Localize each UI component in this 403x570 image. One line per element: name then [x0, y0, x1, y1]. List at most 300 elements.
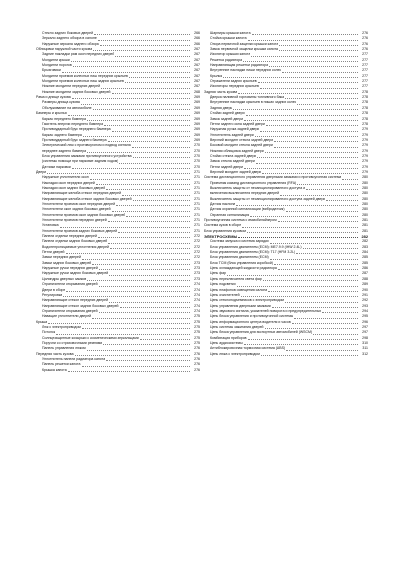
toc-entry-title: Рама и днище кузова [36, 95, 71, 100]
toc-entry-title: Наружные уплотнители окон [42, 175, 89, 180]
toc-entry-title: Внутренние накладки ниши передних колес [210, 68, 282, 73]
toc-page-number: 282 [361, 234, 368, 240]
toc-leader-dots [112, 131, 190, 132]
toc-entry-title: Датчики парковки [42, 164, 71, 169]
toc-leader-dots [274, 141, 358, 142]
toc-entry-title: Направляющие желоба стекол задних боковых дверей [42, 196, 132, 201]
toc-entry-title: Панели отделки передних дверей [42, 234, 97, 239]
toc-leader-dots [252, 34, 358, 35]
toc-page-number: 278 [362, 121, 368, 126]
toc-leader-dots [285, 302, 358, 303]
toc-leader-dots [227, 275, 358, 276]
toc-leader-dots [75, 355, 190, 356]
toc-leader-dots [63, 296, 190, 297]
toc-page-number: 276 [362, 31, 368, 35]
toc-entry-title: включения выключателя передних дверей [210, 191, 280, 196]
toc-page-number: 271 [194, 212, 200, 217]
toc-leader-dots [56, 334, 190, 335]
toc-entry-title: Задняя дверь [210, 105, 233, 110]
toc-entry-title: Стойки стекла задней двери [210, 153, 257, 158]
toc-page-number: 286 [362, 266, 368, 271]
toc-entry [36, 368, 200, 373]
toc-entry-title: Цепь аудиосистемы [210, 340, 243, 345]
toc-page-number: 271 [194, 223, 200, 228]
toc-page-number: 278 [362, 100, 368, 105]
toc-entry-title: Ограничители открывания дверей [42, 308, 98, 313]
toc-entry-title: Замок первичной защелки крышки капота [210, 47, 278, 52]
toc-entry-title: Стойка крышки капота [210, 36, 247, 41]
toc-entry-title: Отражатели задних крыльев [210, 79, 257, 84]
toc-page-number: 276 [194, 362, 200, 367]
toc-page-number: 273 [194, 276, 200, 281]
toc-page-number: 293 [362, 303, 368, 308]
toc-entry-title: Уплотнители окон задних боковых дверей [42, 207, 111, 212]
toc-entry-title: Петли заднего окна задней двери [210, 121, 265, 126]
toc-page-number: 271 [194, 228, 200, 233]
toc-entry-title: Уплотнители проемов окон задних боковых дверей [42, 212, 126, 217]
toc-leader-dots [71, 61, 190, 62]
toc-page-number: 271 [194, 169, 200, 174]
toc-entry-title: Каркас заднего бампера [42, 132, 82, 137]
toc-entry-title: Цепь стеклоподъемников с электроприводом [210, 298, 284, 303]
toc-page-number: 270 [194, 148, 200, 153]
toc-entry-title: Датчик охранной сигнализации (вибродатчик) [210, 207, 285, 212]
toc-entry-title: Стекло задних боковых дверей [42, 31, 94, 35]
toc-page-number: 281 [362, 218, 368, 223]
toc-leader-dots [92, 264, 190, 265]
toc-page-number: 295 [362, 314, 368, 319]
toc-page-number: 279 [362, 153, 368, 158]
toc-page-number: 280 [362, 196, 368, 201]
toc-leader-dots [246, 115, 358, 116]
toc-leader-dots [268, 291, 358, 292]
toc-entry-title: Опора первичной защелки крышки капота [210, 41, 279, 46]
toc-page-number: 277 [362, 84, 368, 89]
toc-leader-dots [237, 286, 358, 287]
toc-page-number: 267 [194, 63, 200, 68]
toc-page-number: 269 [194, 121, 200, 126]
toc-entry-title: Направляющие стекол задних боковых дверей [42, 303, 119, 308]
toc-leader-dots [285, 98, 358, 99]
toc-entry-title: Уплотнители проемов окон передних дверей [42, 202, 116, 206]
toc-page-number: 271 [194, 202, 200, 206]
toc-leader-dots [132, 147, 190, 148]
toc-entry-title: Крылья [210, 73, 223, 78]
toc-entry-title: Нижние молдинги задних боковых дверей [42, 89, 111, 94]
toc-leader-dots [257, 157, 358, 158]
toc-entry-title: Нижняя облицовка задней двери [210, 148, 264, 153]
toc-page-number: 292 [362, 298, 368, 303]
toc-leader-dots [60, 227, 190, 228]
toc-page-number: 269 [194, 116, 200, 121]
toc-leader-dots [296, 253, 358, 254]
toc-entry-title: Замок задней двери [210, 116, 244, 121]
toc-entry-title: Комбинация приборов [210, 335, 247, 340]
toc-page-number: 277 [362, 68, 368, 73]
toc-entry-title: Цепь управления дверными замками [210, 303, 271, 308]
toc-leader-dots [265, 152, 358, 153]
toc-page-number: 276 [194, 346, 200, 351]
toc-page-number: 275 [194, 324, 200, 329]
toc-leader-dots [260, 88, 358, 89]
toc-entry-title: Блок управления замками противоугонного устройства [42, 153, 132, 158]
toc-page-number: 280 [362, 175, 368, 180]
toc-page-number: 279 [362, 137, 368, 142]
toc-entry-title: Установка [42, 223, 59, 228]
toc-page-number: 280 [362, 212, 368, 217]
toc-page-number: 269 [194, 137, 200, 142]
toc-entry-title: Приемник команд дистанционного управления (RFA) [210, 180, 297, 185]
toc-entry-title: Замки передних дверей [42, 255, 81, 260]
toc-leader-dots [48, 323, 190, 324]
toc-leader-dots [106, 189, 190, 190]
toc-page-number: 298 [362, 335, 368, 340]
toc-leader-dots [274, 264, 358, 265]
toc-leader-dots [313, 334, 358, 335]
toc-leader-dots [255, 136, 358, 137]
toc-page-number: 279 [362, 132, 368, 137]
toc-leader-dots [115, 56, 190, 57]
toc-page-number: 272 [194, 239, 200, 244]
toc-page-number: 272 [194, 255, 200, 260]
toc-page-number: 277 [362, 52, 368, 57]
toc-leader-dots [112, 93, 190, 94]
toc-page-number: 280 [362, 202, 368, 206]
toc-entry-title: Задние накладки рам окон передних дверей [42, 52, 115, 57]
toc-page-number: 297 [362, 324, 368, 329]
toc-leader-dots [244, 344, 358, 345]
toc-leader-dots [244, 168, 358, 169]
toc-page-number: 268 [194, 89, 200, 94]
toc-entry-title: Регулировка [42, 292, 63, 297]
toc-entry-title: Петли дверей [42, 250, 65, 255]
toc-leader-dots [270, 259, 358, 260]
toc-leader-dots [104, 125, 190, 126]
toc-entry-title: Цепь подсветки [210, 282, 236, 287]
toc-leader-dots [81, 104, 190, 105]
toc-entry-title: Панели отделки задних боковых дверей [42, 239, 108, 244]
toc-entry-title: Система кузов в сборе [204, 223, 242, 228]
toc-leader-dots [68, 371, 190, 372]
toc-entry-title: Система дистанционного управления дверными замками и противоугонная система [204, 175, 342, 180]
toc-page-number: 269 [194, 111, 200, 116]
toc-page-number: 280 [362, 207, 368, 212]
toc-page-number: 296 [362, 319, 368, 324]
toc-leader-dots [238, 93, 358, 94]
toc-leader-dots [282, 72, 358, 73]
toc-page-number: 271 [194, 191, 200, 196]
toc-leader-dots [266, 125, 358, 126]
toc-page-number: 273 [194, 266, 200, 271]
toc-leader-dots [87, 120, 190, 121]
toc-entry-title: Панель решетки капота [42, 362, 81, 367]
toc-entry-title: Стойки задней двери [210, 111, 245, 116]
toc-page-number: 278 [362, 111, 368, 116]
toc-page-number: 276 [194, 351, 200, 356]
toc-entry-title: Цепь очистителей [210, 292, 240, 297]
toc-entry-title: Молдинги проемов колесных ниш задних крыльев [42, 79, 124, 84]
toc-page-number: 269 [194, 132, 200, 137]
toc-entry-title: Противоугонная система с иммобилайзером [204, 218, 277, 223]
toc-leader-dots [280, 195, 358, 196]
toc-page-number: 278 [362, 89, 368, 94]
toc-entry-title: Люк с электроприводом [42, 324, 81, 329]
toc-entry-title: Цепь переключателя света фар [210, 276, 262, 281]
toc-leader-dots [243, 61, 358, 62]
toc-entry-title: Потолок [42, 330, 56, 335]
toc-page-number: 290 [362, 287, 368, 292]
toc-page-number: 272 [194, 244, 200, 249]
toc-entry-title: Цепь плафонов освещения салона [210, 287, 268, 292]
toc-page-number: 279 [362, 169, 368, 174]
toc-entry-title: Наружные ручки задних боковых дверей [42, 271, 109, 276]
toc-leader-dots [133, 157, 190, 158]
toc-page-number: 274 [194, 282, 200, 287]
toc-page-number: 274 [194, 298, 200, 303]
toc-leader-dots [265, 328, 359, 329]
toc-leader-dots [87, 350, 190, 351]
toc-page-number: 279 [362, 164, 368, 169]
toc-entry-title: Молдинги порогов [42, 63, 72, 68]
toc-page-number: 310 [362, 340, 368, 345]
toc-leader-dots [73, 66, 190, 67]
toc-leader-dots [62, 72, 190, 73]
toc-leader-dots [133, 200, 190, 201]
toc-page-number: 285 [362, 260, 368, 265]
toc-leader-dots [286, 211, 358, 212]
toc-page-number: 266 [194, 31, 200, 35]
toc-page-number: 283 [362, 244, 368, 249]
toc-entry-title: Цилиндры дверных замков [42, 276, 87, 281]
toc-page-number: 269 [194, 127, 200, 132]
toc-page-number: 267 [194, 57, 200, 62]
toc-entry-title: Блок управления двигателем (ECM) [210, 255, 269, 260]
toc-entry-title: Наващие уплотнители дверей [42, 314, 92, 319]
toc-leader-dots [108, 141, 190, 142]
toc-leader-dots [297, 104, 358, 105]
toc-leader-dots [99, 312, 190, 313]
toc-leader-dots [223, 77, 358, 78]
toc-leader-dots [82, 328, 190, 329]
toc-page-number: 276 [194, 356, 200, 361]
toc-entry-title: Охранная сигнализация [210, 212, 250, 217]
toc-page-number: 280 [362, 191, 368, 196]
toc-leader-dots [126, 216, 190, 217]
toc-entry-title: Решетка радиатора [210, 57, 243, 62]
toc-leader-dots [66, 253, 191, 254]
toc-page-number: 270 [194, 143, 200, 148]
toc-leader-dots [262, 173, 358, 174]
toc-page-number: 267 [194, 68, 200, 73]
toc-page-number: 267 [194, 47, 200, 52]
toc-entry-title: Ограничители открывания дверей [42, 282, 98, 287]
toc-entry-title: Накладки окон задних боковых дверей [42, 185, 106, 190]
toc-page-number: 276 [194, 367, 200, 372]
toc-entry-title: Цепь блока управления для экспортных автомобилей (WSCM) [210, 330, 313, 335]
toc-page-number: 269 [194, 105, 200, 110]
toc-entry-title: Цепь системы зажигания дверей [210, 324, 264, 329]
toc-entry-title: Солнцезащитные козырьки с косметическими зеркальцами [42, 335, 139, 340]
toc-entry-title: Антиблокировочная тормозная система (ABS) [210, 346, 286, 351]
toc-leader-dots [322, 312, 358, 313]
toc-leader-dots [103, 344, 190, 345]
toc-page-number: 281 [362, 223, 368, 228]
toc-leader-dots [247, 232, 358, 233]
toc-page-number: 276 [362, 36, 368, 41]
toc-leader-dots [109, 275, 190, 276]
toc-leader-dots [101, 88, 190, 89]
toc-entry-title: Каркас переднего бампера [42, 116, 86, 121]
toc-leader-dots [94, 34, 190, 35]
toc-entry-title: Датчик наклона [210, 202, 236, 206]
toc-entry-title: Размеры днища кузова [42, 100, 80, 105]
toc-leader-dots [72, 98, 190, 99]
toc-entry-title: Бамперы и крылья [36, 111, 67, 116]
toc-entry-title: Выключатель защиты от несанкционированного доступа задней двери [210, 196, 326, 201]
toc-leader-dots [96, 184, 190, 185]
toc-page-number: 276 [362, 47, 368, 52]
toc-entry-title: Направляющая решетки радиатора [210, 63, 269, 68]
toc-leader-dots [242, 227, 358, 228]
toc-leader-dots [47, 173, 190, 174]
toc-entry-title: Передняя часть кузова [36, 351, 74, 356]
toc-page-number: 285 [362, 255, 368, 260]
toc-leader-dots [87, 152, 190, 153]
toc-leader-dots [116, 205, 190, 206]
toc-page-number: 274 [194, 287, 200, 292]
toc-entry-title: Зеркало заднего обзора в салоне [42, 36, 97, 41]
toc-page-number: 291 [362, 292, 368, 297]
toc-leader-dots [342, 179, 358, 180]
toc-page-number: 272 [194, 234, 200, 239]
toc-page-number: 267 [194, 79, 200, 84]
toc-leader-dots [233, 109, 358, 110]
toc-leader-dots [292, 323, 358, 324]
toc-entry-title: Накладки окон передних дверей [42, 180, 95, 185]
toc-page-number: 312 [362, 351, 368, 356]
toc-leader-dots [100, 45, 190, 46]
toc-entry-title: Система запуска и система зарядки [210, 239, 269, 244]
toc-leader-dots [269, 66, 358, 67]
toc-page-number: 269 [194, 95, 200, 100]
toc-page-number: 273 [194, 271, 200, 276]
toc-leader-dots [303, 248, 358, 249]
toc-page-number: 275 [194, 335, 200, 340]
toc-page-number: 280 [362, 180, 368, 185]
toc-entry-title: Уплотнитель панели радиатора капота [42, 356, 106, 361]
toc-entry-title: Двери [36, 169, 47, 174]
toc-page-number: 279 [362, 143, 368, 148]
toc-entry-title: Гаситель энергии переднего бампера [42, 121, 104, 126]
toc-page-number: 270 [194, 164, 200, 169]
toc-leader-dots [119, 163, 190, 164]
toc-entry-title: Поручни со страховочными ремнями [42, 340, 103, 345]
toc-entry-title: Изоляторы передних крыльев [210, 84, 259, 89]
toc-leader-dots [92, 318, 190, 319]
toc-page-number: 271 [194, 196, 200, 201]
toc-leader-dots [99, 269, 190, 270]
toc-leader-dots [297, 184, 358, 185]
toc-entry-title: ЭЛЕКТРОСХЕМЫ [204, 234, 238, 240]
toc-page-number: 274 [194, 303, 200, 308]
toc-leader-dots [93, 50, 190, 51]
toc-page-number: 284 [362, 250, 368, 255]
toc-leader-dots [87, 280, 190, 281]
toc-entry-title: Водонепроницаемые уплотнения дверей [42, 244, 109, 249]
toc-leader-dots [279, 45, 358, 46]
toc-entry-title: Замок стекла задней двери [210, 159, 255, 164]
toc-entry-title: переднее заднего бампера [42, 148, 87, 153]
toc-page-number: 271 [194, 218, 200, 223]
toc-entry-title: Выключатель защиты от несанкционированного доступа и [210, 185, 306, 190]
toc-page-number: 276 [362, 41, 368, 46]
toc-entry-title: Направляющие стекол передних дверей [42, 298, 109, 303]
toc-entry-title: Облицовки наружной части кузова [36, 47, 93, 52]
toc-page-number: 267 [194, 84, 200, 89]
toc-entry-title: Цепь звукового сигнала, указателей поворота и предупредительных [210, 308, 322, 313]
toc-entry-title: Замки задних боковых дверей [42, 260, 92, 265]
toc-page-number: 280 [362, 185, 368, 190]
toc-entry-title: Уплотнители проемов передних дверей [42, 218, 107, 223]
toc-leader-dots [66, 291, 190, 292]
toc-entry-title: Панель управления люком [42, 346, 86, 351]
toc-entry-title: Верхний молдинг стекла задней двери [210, 137, 274, 142]
toc-leader-dots [112, 211, 190, 212]
toc-entry-title: Наружные ручки передних дверей [42, 266, 98, 271]
toc-leader-dots [125, 82, 190, 83]
toc-entry-title: Боковой молдинг стекла задней двери [210, 143, 273, 148]
toc-leader-dots [270, 243, 358, 244]
toc-leader-dots [140, 339, 190, 340]
toc-entry-title: Блок TCM (блок управления коробкой) [210, 260, 274, 265]
toc-entry-title: Цепь информационного центра водителя и часов [210, 319, 291, 324]
toc-entry-title: Наружные зеркала заднего обзора [42, 41, 99, 46]
toc-leader-dots [256, 163, 358, 164]
toc-leader-dots [294, 318, 358, 319]
toc-entry-title: Цепь блока управления и противоугонной системы [210, 314, 294, 319]
toc-leader-dots [263, 280, 358, 281]
toc-page-number: 279 [362, 148, 368, 153]
toc-entry-title: Цепь охлаждающей жидкости радиатора [210, 266, 277, 271]
toc-entry-title: Нижние молдинги передних дверей [42, 84, 101, 89]
toc-leader-dots [118, 232, 190, 233]
toc-leader-dots [241, 296, 358, 297]
toc-entry-title: Блок управления двигателем (ECM): T17 (HFM 3.2L) [210, 250, 296, 255]
toc-entry-title: Верхний молдинг задней двери [210, 169, 262, 174]
toc-page-number: 274 [194, 292, 200, 297]
toc-leader-dots [260, 131, 358, 132]
toc-page-number: 270 [194, 153, 200, 158]
toc-page-number: 266 [194, 41, 200, 46]
toc-entry-title: Крыша [36, 319, 48, 324]
toc-entry-title: (системы помощи при парковке задним ходом) [42, 159, 119, 164]
toc-leader-dots [110, 248, 190, 249]
toc-leader-dots [98, 237, 190, 238]
toc-leader-dots [98, 40, 190, 41]
toc-leader-dots [248, 339, 358, 340]
toc-page-number: 282 [362, 239, 368, 244]
toc-entry-title: Противоударный брус заднего бампера [42, 137, 107, 142]
toc-entry-title: Изолятор крышки капота [210, 52, 251, 57]
toc-leader-dots [272, 307, 358, 308]
toc-entry-title: Блок управления двигателем (ECM): ME7.9.9 (IHW 2.4L) [210, 244, 302, 249]
toc-page-number: 269 [194, 100, 200, 105]
toc-leader-dots [83, 136, 190, 137]
toc-entry-title: Противоударный брус переднего бампера [42, 127, 111, 132]
toc-page-number: 279 [362, 159, 368, 164]
toc-page-number: 277 [362, 63, 368, 68]
toc-entry-title: Крышка капота [42, 367, 67, 372]
